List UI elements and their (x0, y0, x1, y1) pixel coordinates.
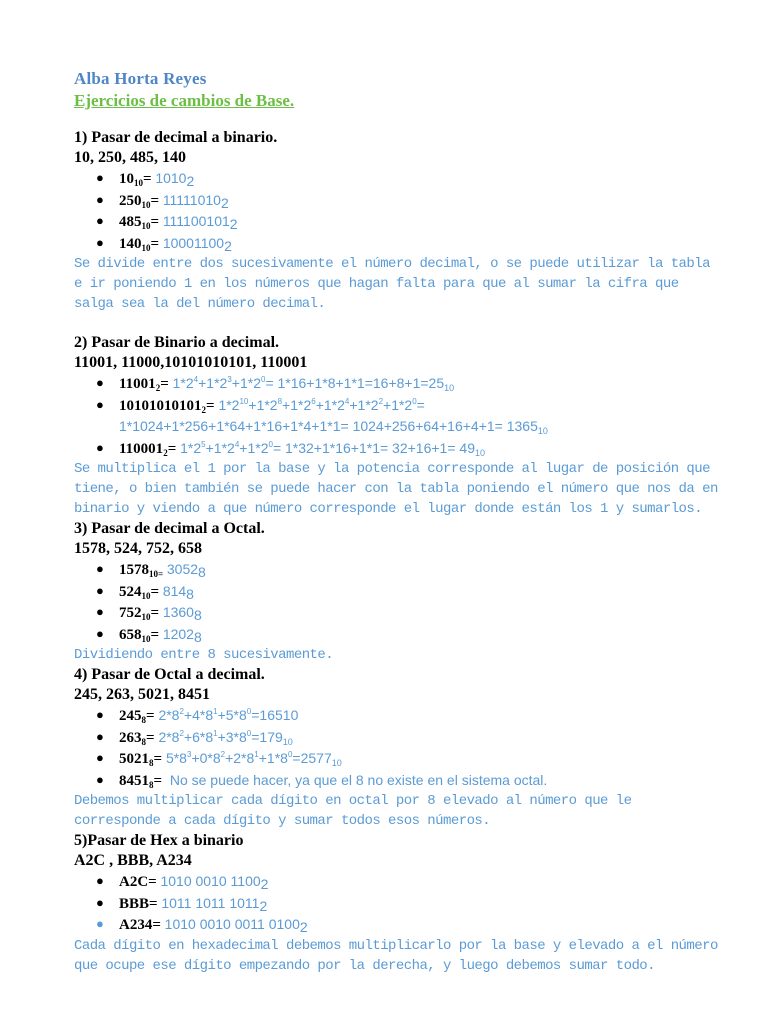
list-item: ● $245_8= 2*8^2+4*8^1+5*8^0=16510$ (96, 707, 299, 725)
section-octal-decimal (74, 665, 724, 831)
bullet-icon: ● (96, 582, 104, 598)
explanation-note: Dividiendo entre 8 sucesivamente. (74, 647, 334, 663)
answer-list (74, 705, 724, 791)
explanation-note: Cada dígito en hexadecimal debemos multiplicarlo por la base y elevado a el número que ocupe ese dígito empezando por la derecha, y luego debemos sumar todo. (74, 937, 718, 974)
list-item: ● $250_{10}= 11111010_2$ (96, 191, 229, 211)
bullet-icon: ● (96, 916, 104, 931)
list-item: ● $752_{10}= 1360_8$ (96, 604, 202, 623)
bullet-icon: ● (96, 396, 104, 412)
bullet-icon: ● (96, 191, 104, 207)
bullet-icon: ● (96, 375, 104, 390)
section-numbers: A2C , BBB, A234 (74, 852, 192, 869)
section-decimal-binario (74, 128, 724, 314)
bullet-icon: ● (96, 728, 104, 744)
bullet-icon: ● (96, 604, 104, 619)
explanation-note: Se multiplica el 1 por la base y la potencia corresponde al lugar de posición que tiene, o bien también se puede hacer con la tabla poniendo el número que nos da en binario y viendo a que número corresponde el lugar donde están los 1 y sumarlos. (74, 461, 718, 517)
list-item: ● $5021_8= 5*8^3+0*8^2+2*8^1+1*8^0=2577_{10}$ (96, 750, 342, 768)
list-item: ● BBB= 1011 1011 $1011_2$ (96, 894, 268, 914)
explanation-note: Se divide entre dos sucesivamente el número decimal, o se puede utilizar la tabla e ir poniendo 1 en los números que hagan falta para que al sumar la cifra que salga sea la del número decimal. (74, 256, 710, 312)
section-heading: 5)Pasar de Hex a binario (74, 832, 244, 849)
answer-list (74, 373, 724, 459)
bullet-icon: ● (96, 894, 104, 910)
list-item: ● $11001_2= 1*2^4+1*2^3+1*2^0= 1*16+1*8+1*1=16+8+1=25_{10}$ (96, 375, 455, 393)
bullet-icon: ● (96, 234, 104, 250)
section-heading: 1) Pasar de decimal a binario. (74, 129, 278, 146)
bullet-icon: ● (96, 873, 104, 888)
list-item: ● $263_8= 2*8^2+6*8^1+3*8^0=179_{10}$ (96, 728, 293, 747)
list-item: ● $110001_2= 1*2^5+1*2^4+1*2^0= 1*32+1*16+1*1= 32+16+1= 49_{10}$ (96, 439, 485, 458)
section-numbers: 10, 250, 485, 140 (74, 149, 186, 166)
bullet-icon: ● (96, 170, 104, 185)
list-item: ● $10_{10}= 1010_2$ (96, 170, 195, 189)
bullet-icon: ● (96, 625, 104, 641)
section-numbers: 1578, 524, 752, 658 (74, 540, 202, 557)
answer-list (74, 168, 724, 254)
bullet-icon: ● (96, 213, 104, 228)
answer-list (74, 871, 724, 936)
list-item: ● $140_{10}= 10001100_2$ (96, 234, 232, 254)
section-heading: 4) Pasar de Octal a decimal. (74, 666, 265, 683)
list-item: ● $8451_8= No$ se puede hacer, ya que el 8 no existe en el sistema octal. (96, 771, 548, 790)
answer-list (74, 559, 724, 645)
section-hex-binario (74, 831, 724, 976)
explanation-note: Debemos multiplicar cada dígito en octal por 8 elevado al número que le corresponde a cada dígito y sumar todos esos números. (74, 793, 632, 829)
list-item: ● $524_{10}= 814_8$ (96, 582, 194, 602)
list-item: ● $1578_{10=}$ $3052_8$ (96, 561, 206, 580)
list-item: ● $485_{10}= 111100101_2$ (96, 213, 238, 232)
section-numbers: 11001, 11000,10101010101, 110001 (74, 354, 308, 371)
section-binario-decimal (74, 333, 724, 519)
section-heading: 3) Pasar de decimal a Octal. (74, 520, 265, 537)
document-body (74, 128, 724, 976)
document-title: Ejercicios de cambios de Base. (74, 91, 295, 110)
section-heading: 2) Pasar de Binario a decimal. (74, 334, 280, 351)
bullet-icon: ● (96, 750, 104, 765)
bullet-icon: ● (96, 707, 104, 722)
list-item: ● $10101010101_2= 1*2^{10}+1*2^8+1*2^6+1*2^4+1*2^2+1*2^0=$ $1*1024+1*256+1*64+1*16+1*4+1*1= 1024+256+64+16+4+1= 1365_{10}$ (96, 396, 548, 436)
author-name: Alba Horta Reyes (74, 69, 207, 88)
bullet-icon: ● (96, 561, 104, 576)
list-item: ● $658_{10}= 1202_8$ (96, 625, 202, 645)
section-numbers: 245, 263, 5021, 8451 (74, 686, 210, 703)
list-item: ● A2C= 1010 0010 $1100_2$ (96, 873, 269, 892)
list-item: ● A234= 1010 0010 0011 $0100_2$ (96, 916, 308, 935)
bullet-icon: ● (96, 771, 104, 787)
section-decimal-octal (74, 519, 724, 665)
bullet-icon: ● (96, 439, 104, 455)
